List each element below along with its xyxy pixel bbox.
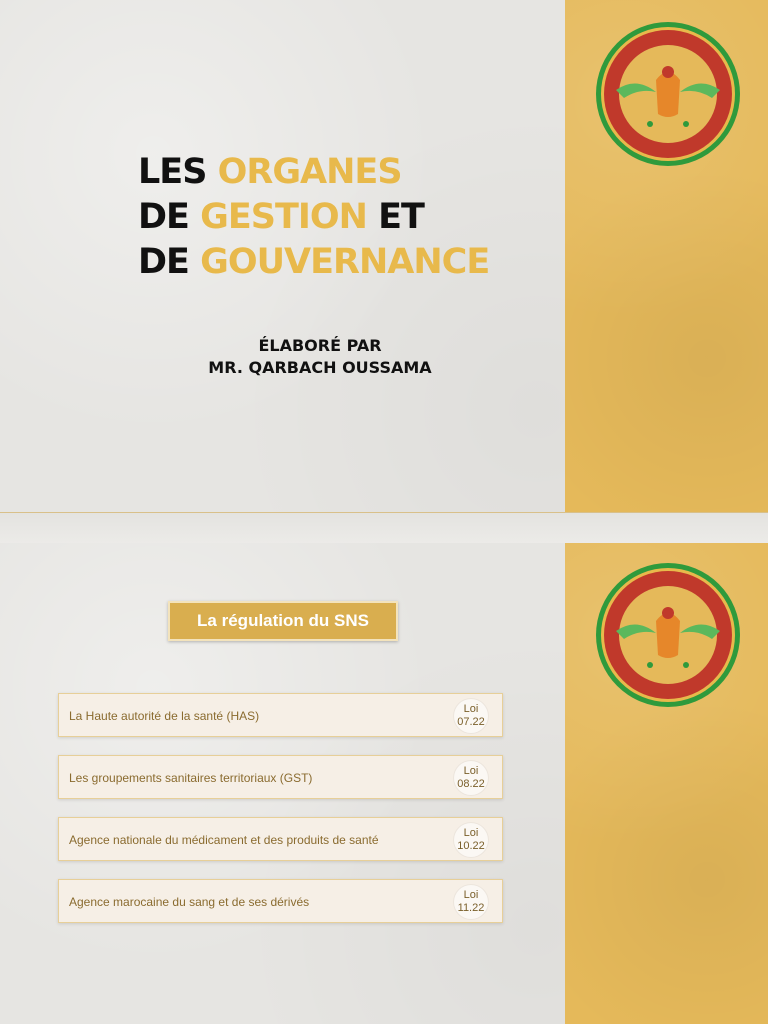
- title-word: DE: [138, 197, 201, 237]
- title-highlight: ORGANES: [217, 152, 402, 192]
- loi-label: Loi: [463, 703, 479, 715]
- regulation-slide: [0, 543, 768, 1024]
- list-item: [58, 693, 503, 737]
- loi-number: 07.22: [457, 716, 485, 728]
- slide-divider: [0, 512, 768, 544]
- loi-badge: [454, 699, 488, 733]
- title-word: ET: [366, 197, 424, 237]
- loi-badge: [454, 885, 488, 919]
- loi-number: 10.22: [457, 840, 485, 852]
- title-word: LES: [138, 152, 218, 192]
- list-item: [58, 879, 503, 923]
- loi-label: Loi: [463, 889, 479, 901]
- list-item-label: La Haute autorité de la santé (HAS): [69, 709, 260, 723]
- loi-badge: [454, 761, 488, 795]
- list-item-label: Les groupements sanitaires territoriaux (GST): [69, 771, 313, 785]
- title-word: DE: [138, 242, 201, 282]
- list-item-label: Agence marocaine du sang et de ses dérivés: [69, 895, 310, 909]
- loi-label: Loi: [463, 827, 479, 839]
- siits-logo: [594, 20, 742, 168]
- loi-number: 11.22: [457, 902, 485, 914]
- slide-title: [138, 150, 489, 285]
- list-item-label: Agence nationale du médicament et des produits de santé: [69, 833, 379, 847]
- loi-label: Loi: [463, 765, 479, 777]
- author-name: MR. QARBACH OUSSAMA: [208, 358, 432, 377]
- author-prefix: ÉLABORÉ PAR: [258, 336, 382, 355]
- title-highlight: GESTION: [200, 197, 367, 237]
- section-badge: La régulation du SNS: [168, 601, 398, 641]
- siits-logo: [594, 561, 742, 709]
- title-highlight: GOUVERNANCE: [200, 242, 490, 282]
- author-block: [190, 335, 450, 379]
- loi-number: 08.22: [457, 778, 485, 790]
- loi-badge: [454, 823, 488, 857]
- list-item: [58, 755, 503, 799]
- list-item: [58, 817, 503, 861]
